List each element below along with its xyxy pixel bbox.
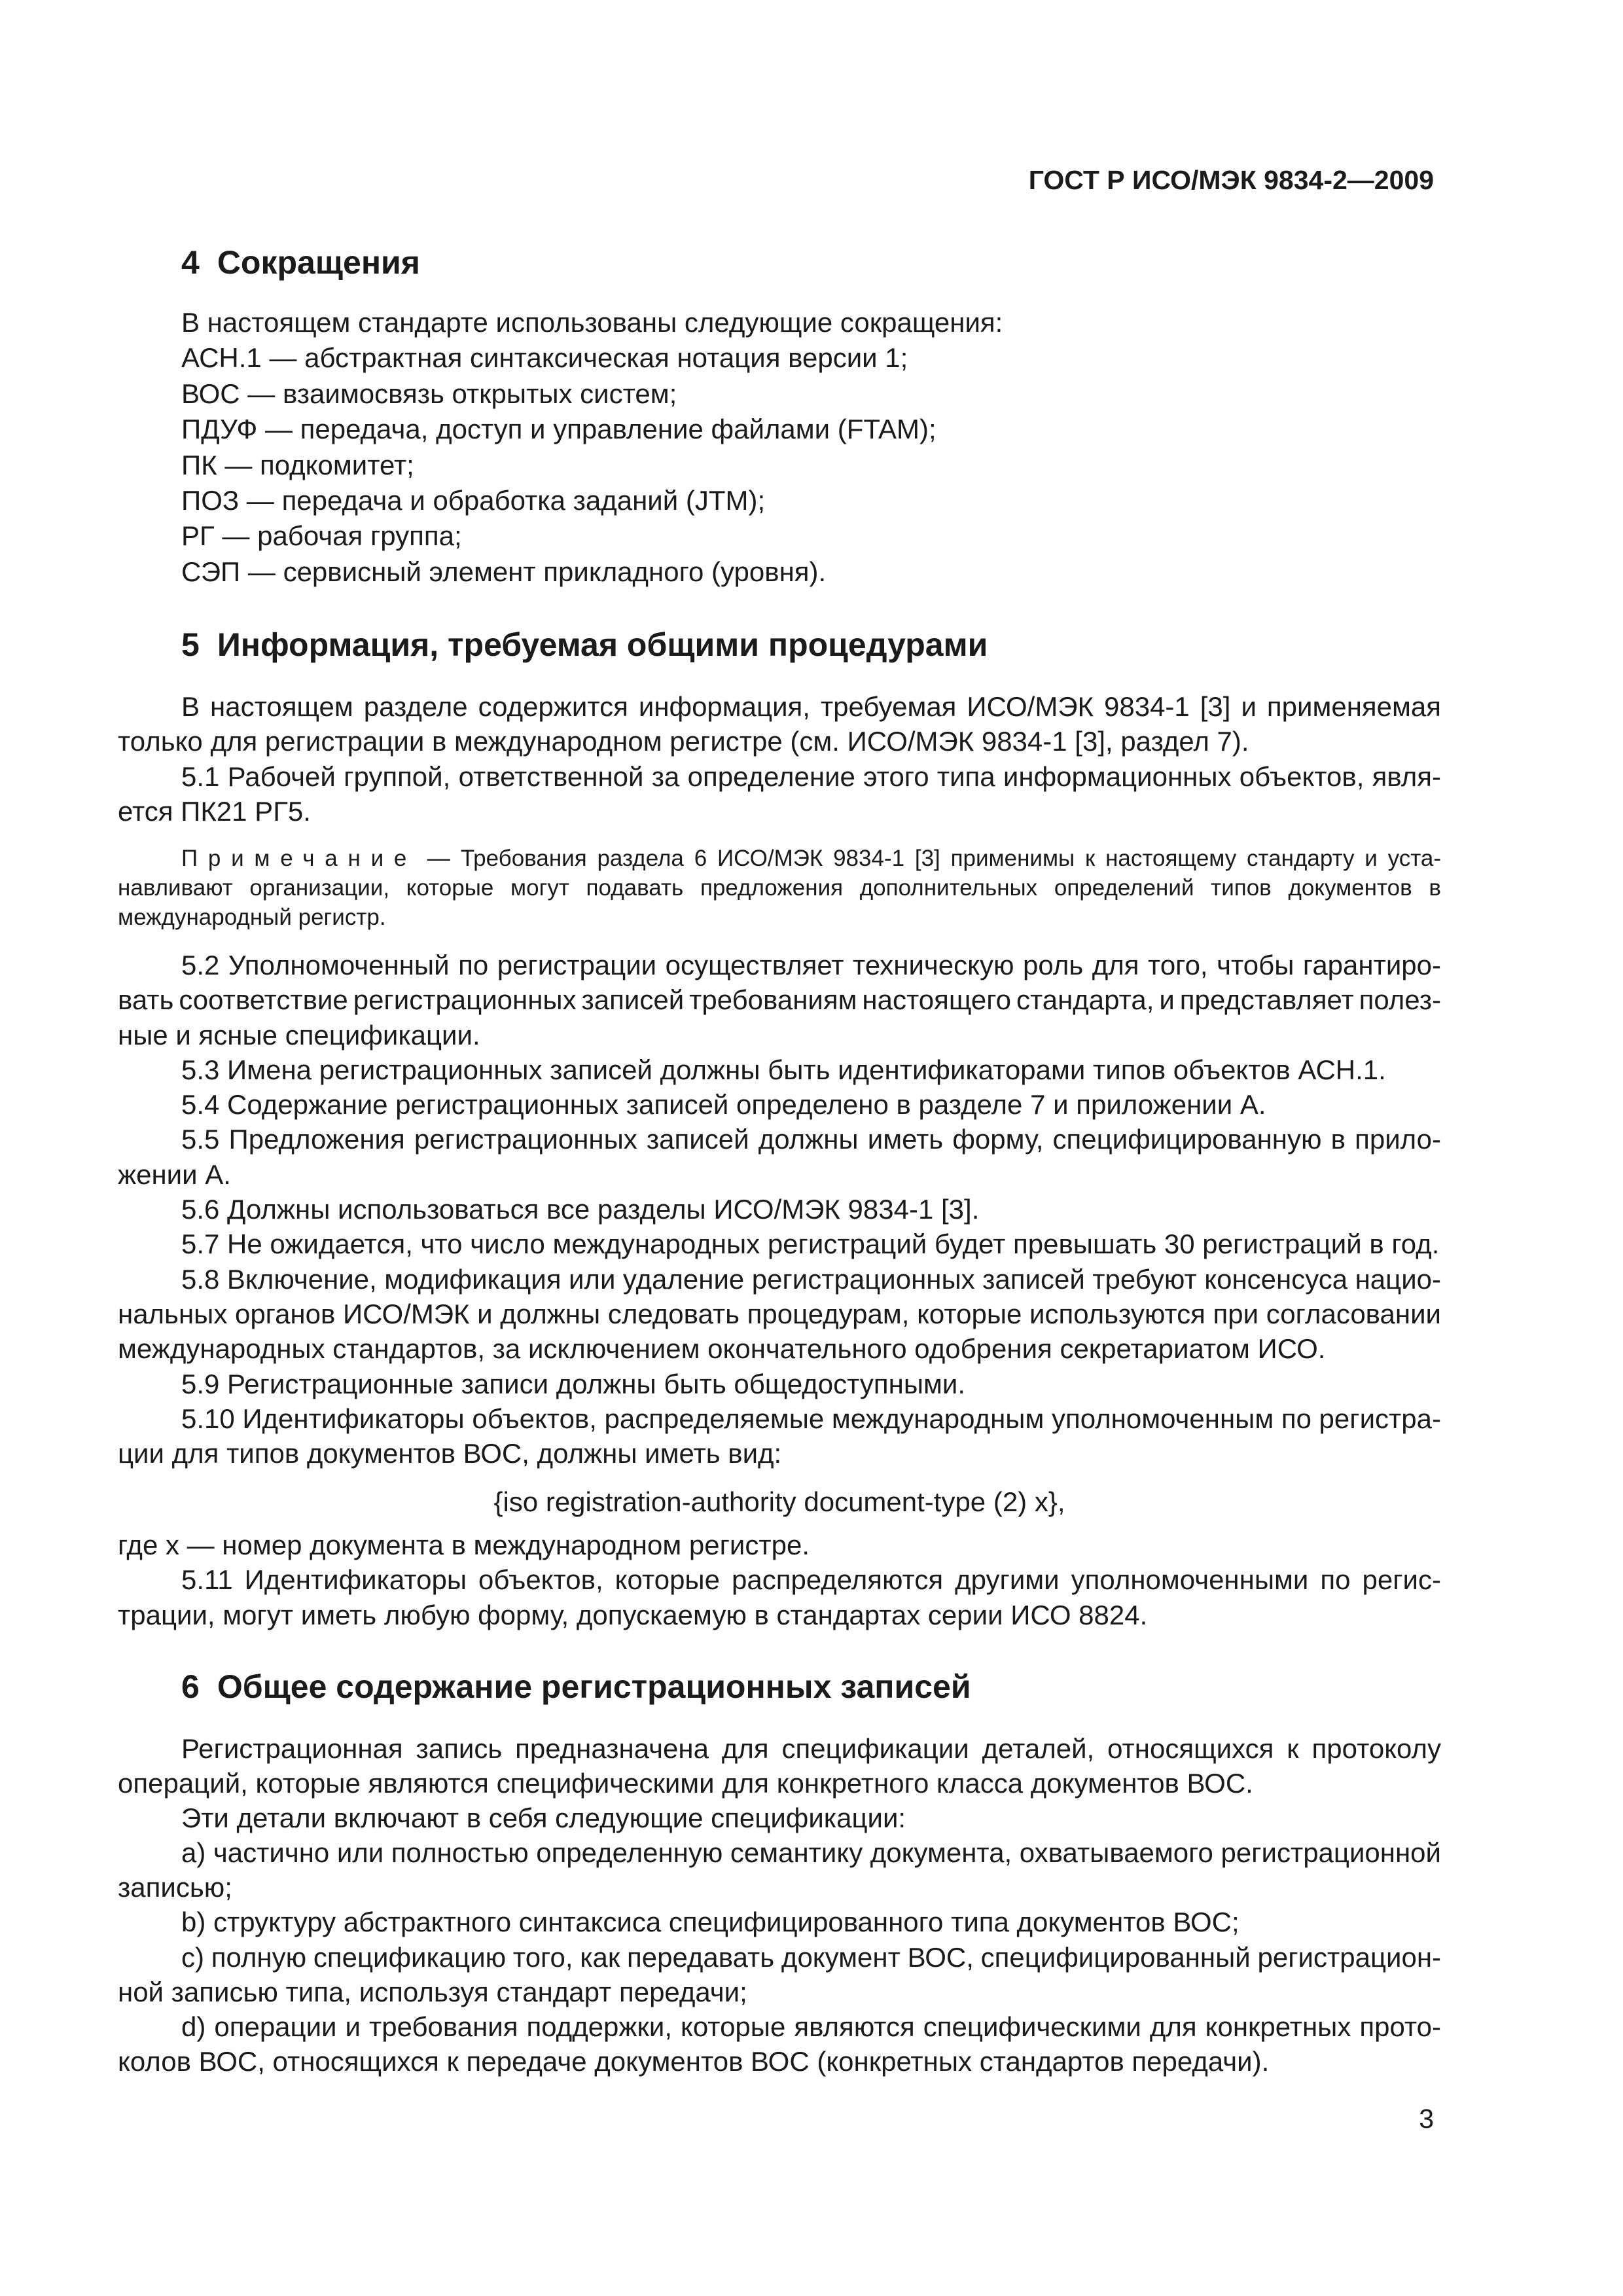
section-title: Сокращения (217, 244, 420, 281)
list-item (118, 1940, 1441, 2009)
document-designation: ГОСТ Р ИСО/МЭК 9834-2—2009 (1028, 165, 1434, 195)
paragraph (118, 1801, 1441, 1835)
clause-5-9 (118, 1367, 1441, 1401)
object-identifier-formula (118, 1484, 1441, 1519)
abbreviation-item: РГ — рабочая группа; (181, 520, 462, 552)
text-line: международных стандартов, за исключением окончательного одобрения секретариатом ИСО. (118, 1333, 1326, 1365)
note-label: Примечание (181, 846, 418, 871)
text-line: 5.11 Идентификаторы объектов, которые распределяются другими уполномоченными по регис- (181, 1564, 1441, 1596)
clause-5-1 (118, 759, 1441, 829)
text-line: жении А. (118, 1158, 231, 1190)
text-line: ции для типов документов ВОС, должны иметь вид: (118, 1438, 782, 1469)
text-line: 5.3 Имена регистрационных записей должны быть идентификаторами типов объектов АСН.1. (181, 1054, 1386, 1085)
text-line: ной записью типа, используя стандарт передачи; (118, 1976, 747, 2007)
text-line: d) операции и требования поддержки, которые являются специфическими для конкретных прото- (181, 2011, 1441, 2042)
clause-5-8 (118, 1262, 1441, 1367)
text-line: 5.5 Предложения регистрационных записей должны иметь форму, специфицированную в прило- (181, 1124, 1441, 1155)
text-line: В настоящем разделе содержится информация, требуемая ИСО/МЭК 9834-1 [3] и применяемая (181, 691, 1441, 722)
paragraph (118, 1731, 1441, 1801)
section-5-clauses (118, 948, 1441, 1471)
note (118, 844, 1441, 932)
text-line: навливают организации, которые могут подавать предложения дополнительных определений типов документов в (118, 875, 1441, 901)
text-line: записью; (118, 1872, 232, 1903)
text-line: 5.4 Содержание регистрационных записей определено в разделе 7 и приложении А. (181, 1089, 1266, 1121)
text-line: 5.1 Рабочей группой, ответственной за определение этого типа информационных объектов, явля- (181, 761, 1441, 792)
list-item (118, 1905, 1441, 1939)
text-line: Эти детали включают в себя следующие спецификации: (181, 1803, 906, 1834)
text-line: 5.2 Уполномоченный по регистрации осуществляет техническую роль для того, чтобы гарантиро- (181, 950, 1441, 980)
clause-5-3 (118, 1052, 1441, 1087)
text-line: a) частично или полностью определенную семантику документа, охватываемого регистрационной (181, 1837, 1441, 1869)
text-line: c) полную спецификацию того, как передавать документ ВОС, специфицированный регистрацион- (181, 1941, 1441, 1973)
clause-5-2 (118, 948, 1441, 1052)
text-line: вать соответствие регистрационных записей требованиям настоящего стандарта, и представляет полез- (118, 984, 1441, 1016)
abbreviations-intro: В настоящем стандарте использованы следующие сокращения: (181, 307, 1003, 338)
text-line: Регистрационная запись предназначена для спецификации деталей, относящихся к протоколу (181, 1733, 1441, 1764)
abbreviation-item: ПДУФ — передача, доступ и управление файлами (FTAM); (181, 414, 936, 445)
text-line: где x — номер документа в международном регистре. (118, 1530, 810, 1560)
text-line: колов ВОС, относящихся к передаче документов ВОС (конкретных стандартов передачи). (118, 2045, 1270, 2077)
list-item (118, 2009, 1441, 2079)
section-number: 6 (181, 1668, 200, 1705)
clause-5-5 (118, 1122, 1441, 1192)
section-5-heading (118, 625, 1441, 664)
section-6-body (118, 1731, 1441, 2079)
text-line: 5.6 Должны использоваться все разделы ИСО/МЭК 9834-1 [3]. (181, 1194, 980, 1225)
page-number: 3 (1419, 2104, 1434, 2134)
text-line: международный регистр. (118, 905, 386, 930)
text-line: 5.8 Включение, модификация или удаление регистрационных записей требуют консенсуса нацио- (181, 1263, 1441, 1295)
text-line: только для регистрации в международном регистре (см. ИСО/МЭК 9834-1 [3], раздел 7). (118, 726, 1249, 757)
text-line: b) структуру абстрактного синтаксиса специфицированного типа документов ВОС; (181, 1907, 1240, 1938)
text-line: операций, которые являются специфическими для конкретного класса документов ВОС. (118, 1768, 1253, 1799)
text-line: — Требования раздела 6 ИСО/МЭК 9834-1 [3] применимы к настоящему стандарту и уста- (427, 846, 1442, 871)
text-line: 5.10 Идентификаторы объектов, распределяемые международным уполномоченным по регистра- (181, 1403, 1441, 1434)
clause-5-7 (118, 1227, 1441, 1261)
abbreviation-item: АСН.1 — абстрактная синтаксическая нотация версии 1; (181, 342, 908, 374)
text-line: ется ПК21 РГ5. (118, 795, 311, 827)
section-5-continuation (118, 1528, 1441, 1632)
section-4-body (118, 305, 1441, 590)
paragraph (118, 689, 1441, 759)
section-5-intro (118, 689, 1441, 829)
text-line: нальных органов ИСО/МЭК и должны следовать процедурам, которые используются при согласовании (118, 1298, 1441, 1329)
list-item (118, 1835, 1441, 1905)
section-6-heading (118, 1667, 1441, 1706)
abbreviation-item: СЭП — сервисный элемент прикладного (уровня). (181, 556, 827, 587)
abbreviation-item: ПОЗ — передача и обработка заданий (JTM); (181, 485, 766, 516)
section-number: 5 (181, 626, 200, 663)
clause-5-4 (118, 1087, 1441, 1122)
note-first-line (118, 844, 1441, 873)
formula-text: {iso registration-authority document-type (2) x}, (493, 1486, 1065, 1517)
clause-5-6 (118, 1192, 1441, 1227)
text-line: ные и ясные спецификации. (118, 1019, 480, 1050)
formula-explanation (118, 1528, 1441, 1562)
section-title: Общее содержание регистрационных записей (217, 1668, 971, 1705)
text-line: трации, могут иметь любую форму, допускаемую в стандартах серии ИСО 8824. (118, 1599, 1148, 1630)
text-line: 5.9 Регистрационные записи должны быть общедоступными. (181, 1368, 966, 1399)
text-line: 5.7 Не ожидается, что число международных регистраций будет превышать 30 регистраций в год. (181, 1229, 1440, 1260)
clause-5-10 (118, 1401, 1441, 1471)
abbreviation-item: ВОС — взаимосвязь открытых систем; (181, 378, 677, 409)
abbreviation-item: ПК — подкомитет; (181, 449, 414, 480)
section-4-heading (118, 243, 1441, 282)
section-title: Информация, требуемая общими процедурами (217, 626, 988, 663)
clause-5-11 (118, 1562, 1441, 1632)
section-number: 4 (181, 244, 200, 281)
